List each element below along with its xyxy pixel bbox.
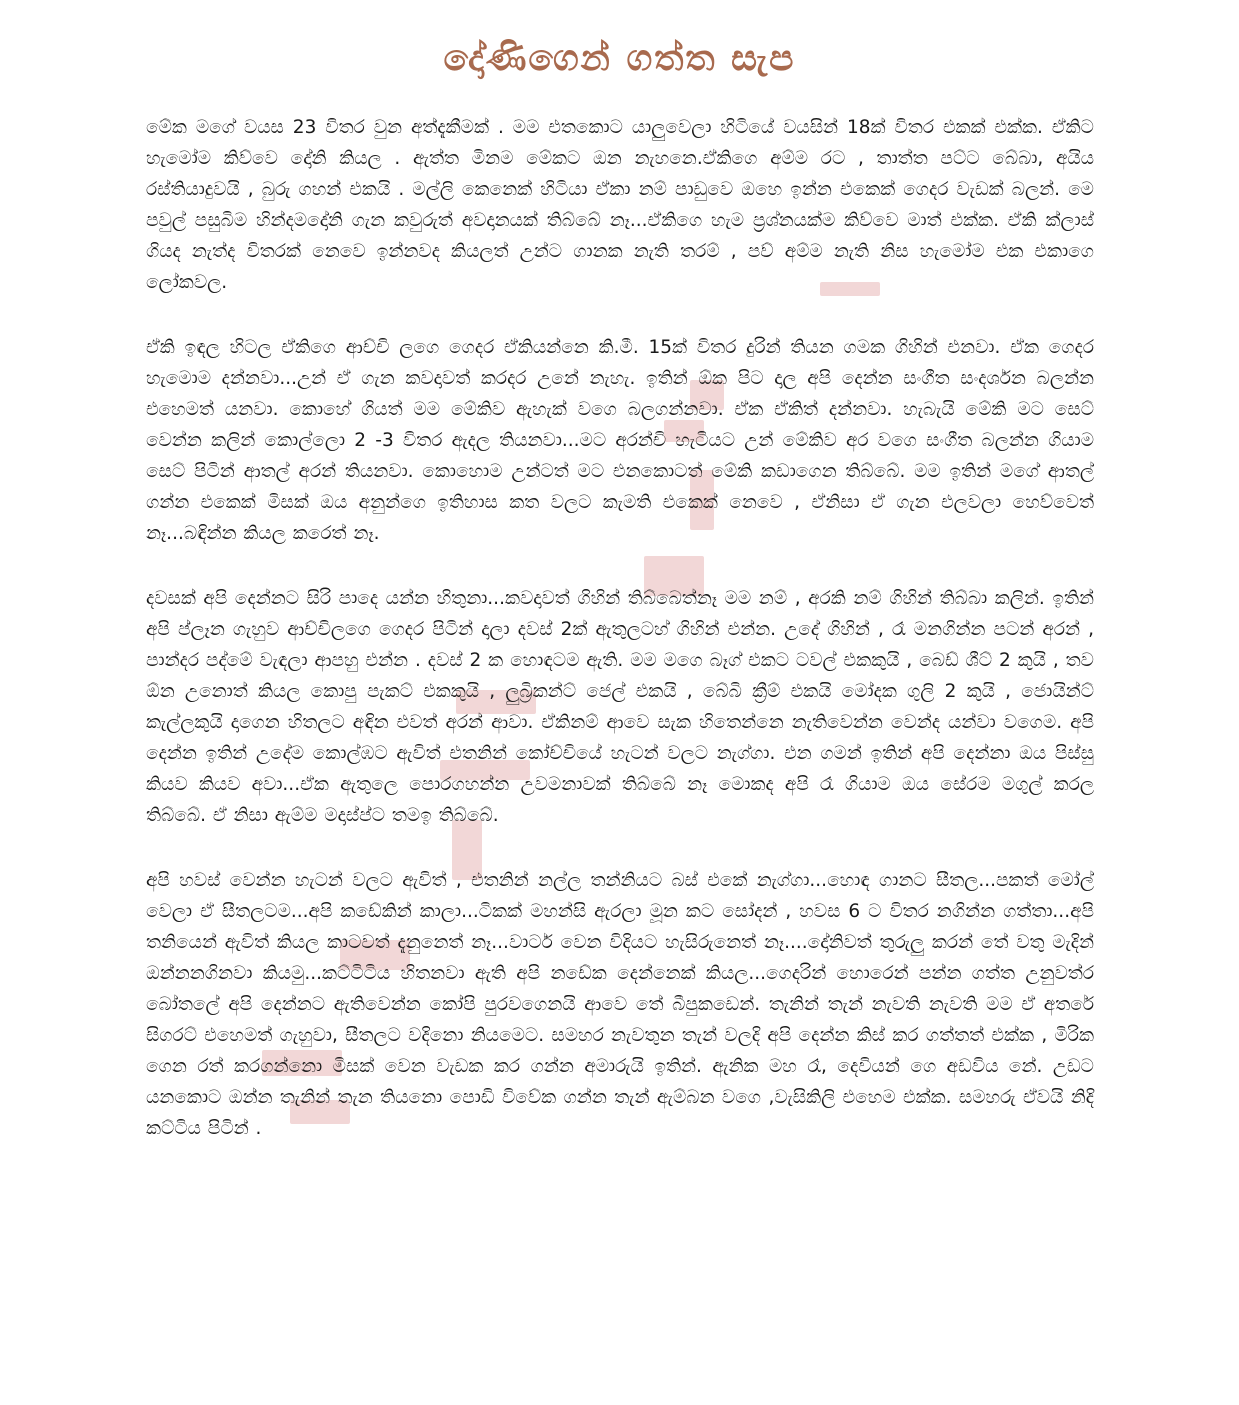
paragraph-3: දවසක් අපි දෙන්නට සිරි පාදෙ යන්න හිතුනා...කවදාවත් ගිහින් තිබ්බෙත්නෑ මම නම් , අරකි නම් ගිහින් තිබ්බා කලින්. ඉතින් අපි ප්ලෑන ගැහුව ආච්චිලගෙ ගෙදර පිටින් දාලා දවස් 2ක් ඇතුලටහ් ගිහින් එන්න. උදේ ගිහින් , රෑ මනගින්න පටන් අරන් , පාන්දර පද්මේ වැඳලා ආපහු එන්න . දවස් 2 ක හොඳටම ඇති. මම මගෙ බෑග් එකට ටවල් එකකුයි , බෙඩ් ශීට් 2 කුයි , තව ඕන උනොත් කියල කොපු පැකට් එකකුයි , ලුබ්‍රිකන්ට් ජෙල් එකයි , බේබි ක්‍රීම් එකයි මෝදක ගුලි 2 කුයි , ජොයින්ට් කැල්ලකුයි දාගෙන හිතලට අඳින එවත් අරන් ආවා. ඒකිනම් ආවෙ සැක හිතෙන්නෙ නැතිවෙන්න වෙන්ද යන්වා වගෙම. අපි දෙන්න ඉතින් උදේම කොල්ඹට ඇවිත් එතනින් කෝච්චියේ හැටන් වලට නැග්ගා. එන ගමන් ඉතින් අපි දෙන්නා ඔය පිස්සු කියව කියව අවා...ඒක ඇතුලෙ පොරගහන්න උවමනාවක් තිබ්බේ නෑ මොකද අපි රෑ ගියාම ඔය සේරම මගුල් කරල තිබ්බේ. ඒ නිසා ඇම්ම මදාස්ප්ට තමඉ තිබ්බේ. <box>146 588 1094 826</box>
paragraph-2: ඒකි ඉඳල හිටල ඒකිගෙ ආච්චි ලගෙ ගෙදර ඒකියන්නෙ කි.මී. 15ක් විතර දුරින් තියන ගමක ගිහින් එනවා. ඒක ගෙදර හැමොම දන්නවා...උන් ඒ ගැන කවදාවත් කරදර උනේ නැහැ. ඉතින් ඕක පිට දාල අපි දෙන්න සංගීත සංදර්ශන බලන්න එහෙමත් යනවා. කොහේ ගියත් මම මේකිව ඇහැක් වගෙ බලගන්නවා. ඒක ඒකිත් දන්නවා. හැබැයි මේකි මට සෙට් වෙන්න කලින් කොල්ලො 2 -3 විතර ඇදල තියනවා...මට අරන්චි හැටියට උන් මේකිව අර වගෙ සංගීත බලන්න ගියාම සෙට් පිටින් ආතල් අරන් තියනවා. කොහොම උන්ටත් මට එනකොටත් මේකි කඩාගෙන තිබ්බේ. මම ඉතින් මගේ ආතල් ගන්න එකෙක් මිසක් ඔය අනුන්ගෙ ඉතිහාස කත වලට කැමති එකෙක් නෙවෙ , ඒනිසා ඒ ගැන එලවලා හෙව්වෙත් නෑ...බඳින්න කියල කරෙත් නෑ. <box>146 337 1094 544</box>
paragraph-1: මේක මගේ වයස 23 විතර වුන අත්දැකීමක් . මම එතකොට යාලුවෙලා හිටියේ වයසින් 18ක් විතර එකක් එක්ක. ඒකිට හැමෝම කිව්වෙ දෝනි කියල . ඇත්ත මිනම මේකට ඔන නැහනෙ.ඒකිගෙ අම්ම රට , තාත්ත පට්ට බේබා, අයිය රස්තියාදුවයි , බුරු ගහන් එකයි . මල්ලි කෙනෙක් හිටියා ඒකා නම් පාඩුවෙ ඔහෙ ඉන්න එකෙක් ගෙදර වැඩක් බලන්. මෙ පවුල් පසුබිම හින්දමදෝනි ගැන කවුරුත් අවදානයක් තිබ්බේ නෑ...ඒකිගෙ හැම ප්‍රශ්නයක්ම කිව්වෙ මාත් එක්ක. ඒකි ක්ලාස් ගියද නැත්ද විතරක් නෙවෙ ඉන්නවද කියලත් උන්ට ගානක නැති තරම් , පව් අම්ම නැති නිස හැමෝම එක එකාගෙ ලෝකවල. <box>146 117 1094 293</box>
document-title: දෝණිගෙන් ගත්ත සැප <box>443 38 796 79</box>
document-body <box>146 112 1094 1144</box>
paragraph-4: අපි හවස් වෙන්න හැටන් වලට ඇවිත් , එතනින් නල්ල තන්නියට බස් එකේ නැග්ගා...හොඳ ගානට සීතල...පකත් මෝල් වෙලා ඒ සීතලටම...අපි කඩේකින් කාලා...ටිකක් මහන්සි ඇරලා මූන කට සෝදන් , හවස 6 ට විතර නගින්න ගත්තා...අපි තනියෙන් ඇවිත් කියල කාටවත් දැනුනෙත් නෑ...වාටර් වෙන විදියට හැසිරුනෙත් නෑ....දෝනිවත් තුරුලු කරන් තේ වතු මැදින් ඔන්නනගිනවා කියමු...කට්ටිටිය හිතනවා ඇති අපි නඩේක දෙන්නෙක් කියල...ගෙදරින් හොරෙන් පන්න ගත්ත උනුවත්ර බෝතලේ අපි දෙන්නට ඇතිවෙන්න කෝපි පුරවගෙනයි ආවෙ තේ බීපුකඩෙන්. තැනින් තැන් නැවති නැවති මම ඒ අතරේ සිගරට් එහෙමත් ගැහුවා, සීතලට වදිනො නියමෙට. සමහර නැවතුන තැන් වලදි අපි දෙන්න කිස් කර ගත්තත් එක්ක , මිරික ගෙන රත් කරගන්නො මිසක් වෙන වැඩක කර ගන්න අමාරුයි ඉතින්. ඇනික මහ රෑ, දෙවියන් ගෙ අඩවිය නේ. උඩට යනකොට ඔන්න තැනින් තැන තියනො පොඩි විවේක ගන්න තැන් ඇම්බන වගෙ ,වැසිකිලි එහෙම එක්ක. සමහරු ඒවයි නිදි කට්ටිය පිටින් . <box>146 870 1094 1139</box>
